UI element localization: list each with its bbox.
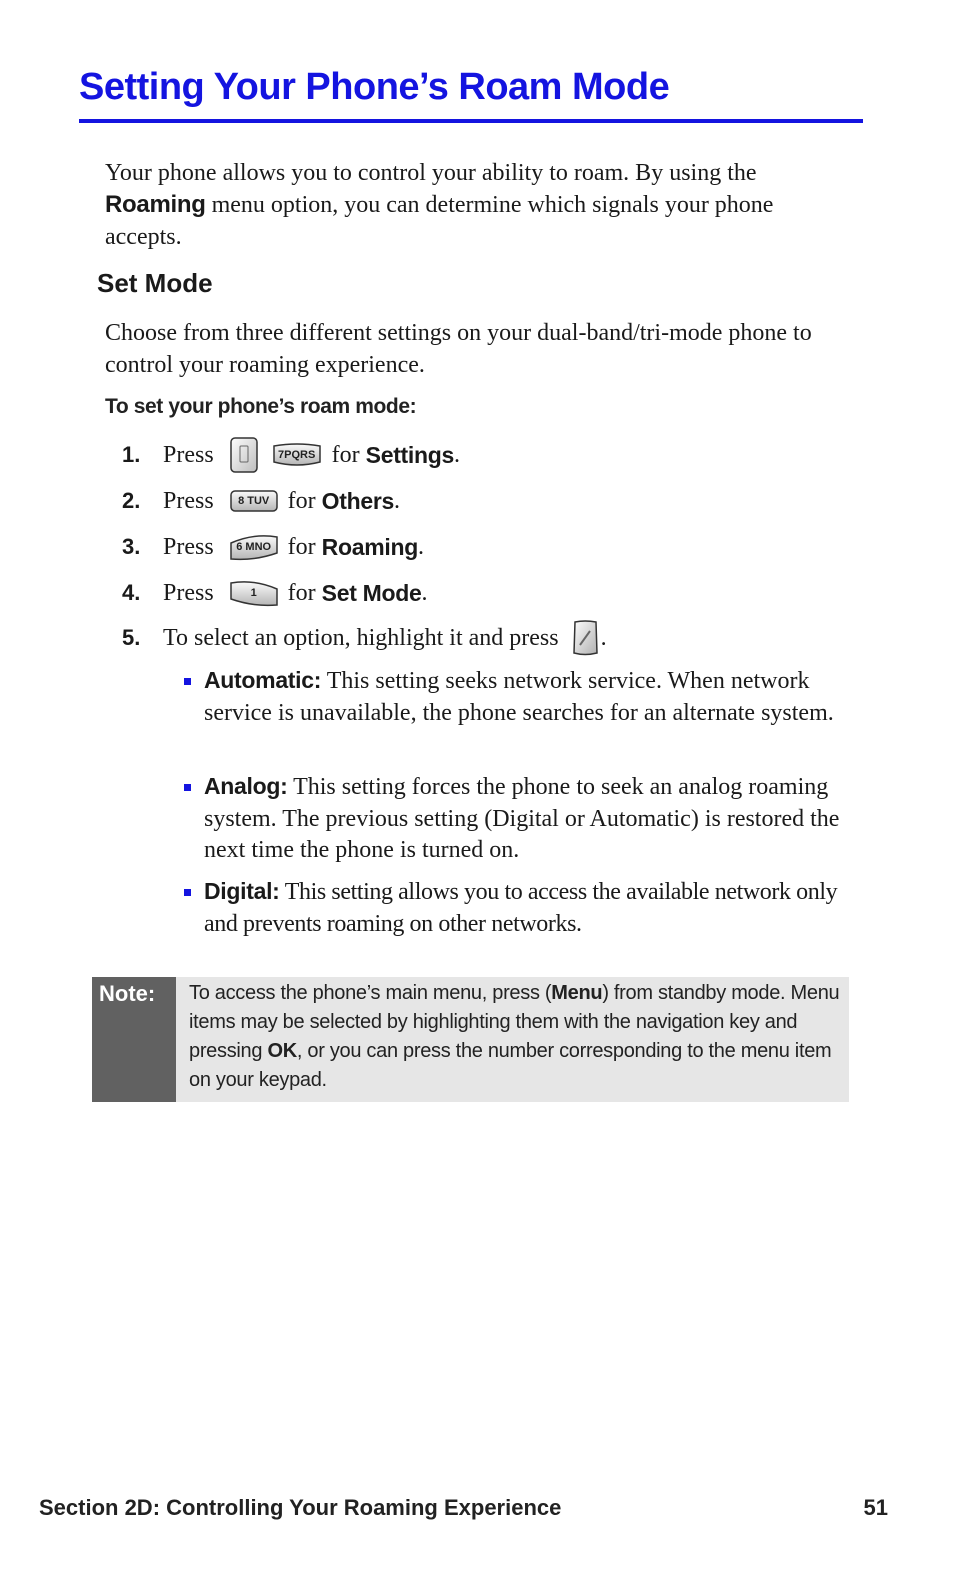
step-1 [122, 435, 460, 475]
section-subheading: Set Mode [97, 268, 213, 298]
note-text [189, 979, 854, 1095]
footer-section-title: Section 2D: Controlling Your Roaming Experience [39, 1495, 562, 1520]
step-verb: Press [163, 441, 214, 468]
title-rule [79, 119, 863, 123]
bullet-square-icon [184, 784, 191, 791]
set-mode-description: Choose from three different settings on your dual-band/tri-mode phone to control your roaming experience. [105, 320, 812, 378]
note-label: Note: [99, 981, 156, 1006]
step-verb: Press [163, 533, 214, 560]
page-number: 51 [863, 1495, 888, 1520]
option-label: Analog: [204, 773, 288, 799]
step-number: 5. [122, 625, 141, 650]
key-label: 8 TUV [238, 495, 270, 507]
step-verb: Press [163, 487, 214, 514]
step-4 [122, 573, 428, 613]
step-5 [122, 618, 607, 658]
intro-keyword: Roaming [105, 191, 206, 218]
ok-key-icon [569, 619, 601, 657]
note-text-1: To access the phone’s main menu, press ( [189, 982, 552, 1004]
intro-text-1: Your phone allows you to control your ability to roam. By using the [105, 160, 757, 186]
step-period: . [394, 487, 400, 514]
option-text [204, 876, 864, 940]
option-description: This setting forces the phone to seek an analog roaming system. The previous setting (Digital or Automatic) is restored the next time the phone is turned on. [204, 774, 840, 863]
option-analog [184, 771, 864, 867]
option-label: Automatic: [204, 667, 322, 693]
step-for: for [287, 533, 316, 560]
option-text [204, 665, 864, 729]
option-description: This setting allows you to access the available network only and prevents roaming on other networks. [204, 879, 838, 937]
step-3 [122, 527, 424, 567]
instruction-lead: To set your phone’s roam mode: [105, 395, 417, 418]
note-box [92, 977, 849, 1102]
step-number: 1. [122, 442, 141, 467]
step-2 [122, 481, 400, 521]
key-label: 6 MNO [236, 541, 272, 553]
intro-text-2: menu option, you can determine which signals your phone accepts. [105, 192, 774, 250]
step-for: for [287, 579, 316, 606]
step-keyword: Roaming [321, 533, 418, 560]
step-keyword: Set Mode [321, 579, 422, 606]
option-label: Digital: [204, 878, 280, 904]
option-digital [184, 876, 864, 940]
step-number: 2. [122, 488, 141, 513]
step-for: for [331, 441, 360, 468]
8-tuv-key-icon [228, 488, 280, 514]
step-number: 3. [122, 534, 141, 559]
option-automatic [184, 665, 864, 729]
option-text [204, 771, 864, 867]
step-for: for [287, 487, 316, 514]
step-number: 4. [122, 580, 141, 605]
step-period: . [421, 579, 428, 606]
1-key-icon [228, 577, 280, 609]
note-body [176, 977, 849, 1102]
note-text-2: ) from standby mode. Menu items may be selected by highlighting them with the navigation key and pressing [189, 982, 840, 1062]
page-title: Setting Your Phone’s Roam Mode [79, 66, 670, 108]
note-keyword-ok: OK [267, 1040, 297, 1062]
note-text-3: , or you can press the number corresponding to the menu item on your keypad. [189, 1040, 832, 1091]
step-period: . [417, 533, 424, 560]
option-description: This setting seeks network service. When network service is unavailable, the phone searches for an alternate system. [204, 668, 834, 726]
bullet-square-icon [184, 889, 191, 896]
menu-key-icon [228, 436, 260, 474]
step-verb: Press [163, 579, 214, 606]
step-keyword: Settings [365, 441, 454, 468]
key-label: 7PQRS [278, 449, 316, 461]
step-period: . [600, 624, 607, 651]
step-text: To select an option, highlight it and press [163, 624, 559, 651]
bullet-square-icon [184, 678, 191, 685]
6-mno-key-icon [228, 531, 280, 563]
step-keyword: Others [321, 487, 394, 514]
note-label-panel [92, 977, 176, 1102]
7-pqrs-key-icon [270, 441, 324, 469]
key-label: 1 [250, 587, 257, 599]
note-keyword-menu: Menu [551, 982, 603, 1004]
intro-paragraph [105, 157, 845, 253]
step-period: . [454, 441, 460, 468]
